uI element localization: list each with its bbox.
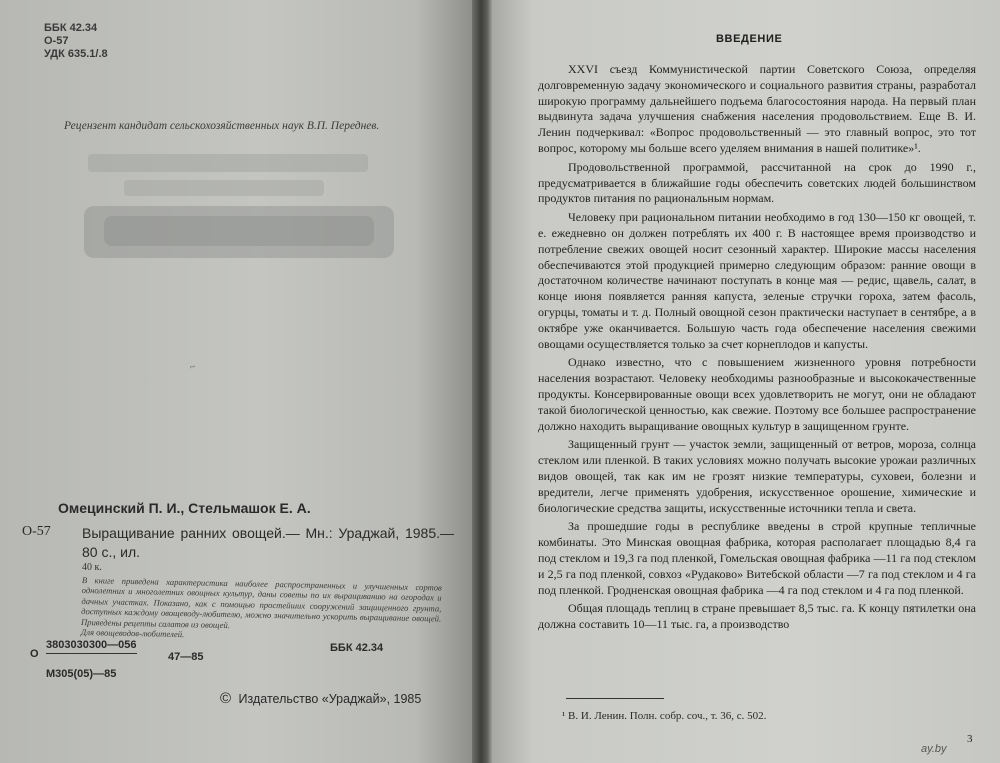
publisher-line: [220, 690, 421, 707]
introduction-text: [538, 62, 976, 636]
library-code: О-57: [22, 524, 51, 539]
paragraph: За прошедшие годы в республике введены в строй крупные тепличные комбинаты. Это Минская овощная фабрика, которая располагает площадью 8,4 га под стеклом и 19,3 га под пленкой, Гомельская овощная фабрика —11 га под стеклом и 2,5 га под пленкой, совхоз «Рудаково» Витебской области —7 га под стеклом и 4 га под пленкой. Гродненская овощная фабрика —4 га под стеклом и 4 га под пленкой.: [538, 519, 976, 597]
copyright-icon: ©: [220, 690, 232, 707]
paragraph: Защищенный грунт — участок земли, защищенный от ветров, мороза, солнца стеклом или пленкой. В таких условиях можно получать высокие урожаи различных видов овощей, так как им не грозят низкие температуры, суховеи, болезни и вредители, легче применять удобрения, искусственное орошение, химические и биологические средства защиты, искусственные источники тепла и света.: [538, 437, 976, 515]
paragraph: Продовольственной программой, рассчитанной на срок до 1990 г., предусматривается в ближайшие годы обеспечить советских людей большинством продуктов питания по рациональным нормам.: [538, 159, 976, 206]
site-watermark: ay.by: [921, 743, 947, 755]
book-annotation: [81, 575, 442, 645]
bbk-bottom: ББК 42.34: [330, 642, 384, 654]
pencil-mark: ~: [188, 361, 198, 374]
show-through-cover-title: [84, 150, 404, 270]
isbn-lead: О: [30, 648, 39, 660]
book-spine: [472, 0, 492, 763]
reviewer-line: Рецензент кандидат сельскохозяйственных наук В.П. Переднев.: [64, 120, 380, 132]
publisher-text: Издательство «Ураджай», 1985: [238, 692, 422, 706]
annotation-audience: Для овощеводов-любителей.: [80, 627, 185, 640]
book-authors: Омецинский П. И., Стельмашок Е. А.: [58, 500, 311, 516]
paragraph: XXVI съезд Коммунистической партии Советского Союза, определяя долговременную задачу экономического и социального развития страны, разработал широкую программу дальнейшего подъема благосостояния народа. На первый план выдвинута задача улучшения снабжения населения продовольствием. Еще В. И. Ленин подчеркивал: «Вопрос продовольственный — это главный вопрос, это тот вопрос, которому мы больше всего уделяем внимания в нашей политике»¹.: [538, 62, 976, 155]
paragraph: Общая площадь теплиц в стране превышает 8,5 тыс. га. К концу пятилетки она должна составить 10—11 тыс. га, а производство: [538, 601, 976, 632]
catalog-codes: [44, 22, 108, 61]
isbn-bottom: М305(05)—85: [46, 668, 117, 680]
chapter-heading: ВВЕДЕНИЕ: [716, 33, 783, 45]
paragraph: Однако известно, что с повышением жизненного уровня потребности населения возрастают. Человеку необходимы разнообразные и высококачественные продукты. Консервированные овощи всех удовлетворить не могут, они не обладают такой биологической ценностью, как свежие. Поэтому все большее распространение должно находить выращивание овощных культур в защищенном грунте.: [538, 355, 976, 433]
udk-code: УДК 635.1/.8: [44, 48, 108, 60]
page-number: 3: [967, 733, 973, 745]
annotation-text: В книге приведена характеристика наиболее распространенных и улучшенных сортов однолетних и многолетних овощных культур, даны советы по их выращиванию на огородах и дачных участках. Показано, как с помощью простейших сооружений защищенного грунта, доступных каждому овощеводу-любителю, можно значительно ускорить выращивание овощей. Приведены рецепты салатов из овощей.: [80, 575, 442, 630]
paragraph: Человеку при рациональном питании необходимо в год 130—150 кг овощей, т. е. ежедневно он должен потреблять их 400 г. В настоящее время производство и потребление свежих овощей носит сезонный характер. Широкие массы населения обеспечиваются этой продукцией примерно следующим образом: ранние овощи в достаточном количестве начинают поступать в конце мая — редис, щавель, салат, в конце июня появляется ранняя капуста, зеленые стручки гороха, затем фасоль, огурцы, томаты и т. д. Полный овощной сезон практически наступает в сентябре, а в октябре уже оканчивается. Большую часть года обеспечение населения свежими овощами осуществляется только за счет корнеплодов и капусты.: [538, 210, 976, 351]
left-page: [0, 0, 472, 763]
isbn-right: 47—85: [168, 651, 204, 663]
isbn-top: 3803030300—056: [46, 639, 137, 654]
book-code: О-57: [44, 35, 69, 47]
book-price: 40 к.: [82, 562, 102, 573]
footnote: ¹ В. И. Ленин. Полн. собр. соч., т. 36, с. 502.: [562, 710, 767, 722]
footnote-divider: [566, 698, 664, 699]
bbk-code: ББК 42.34: [44, 22, 98, 34]
book-title: Выращивание ранних овощей.— Мн.: Ураджай, 1985.—80 с., ил.: [82, 525, 454, 560]
